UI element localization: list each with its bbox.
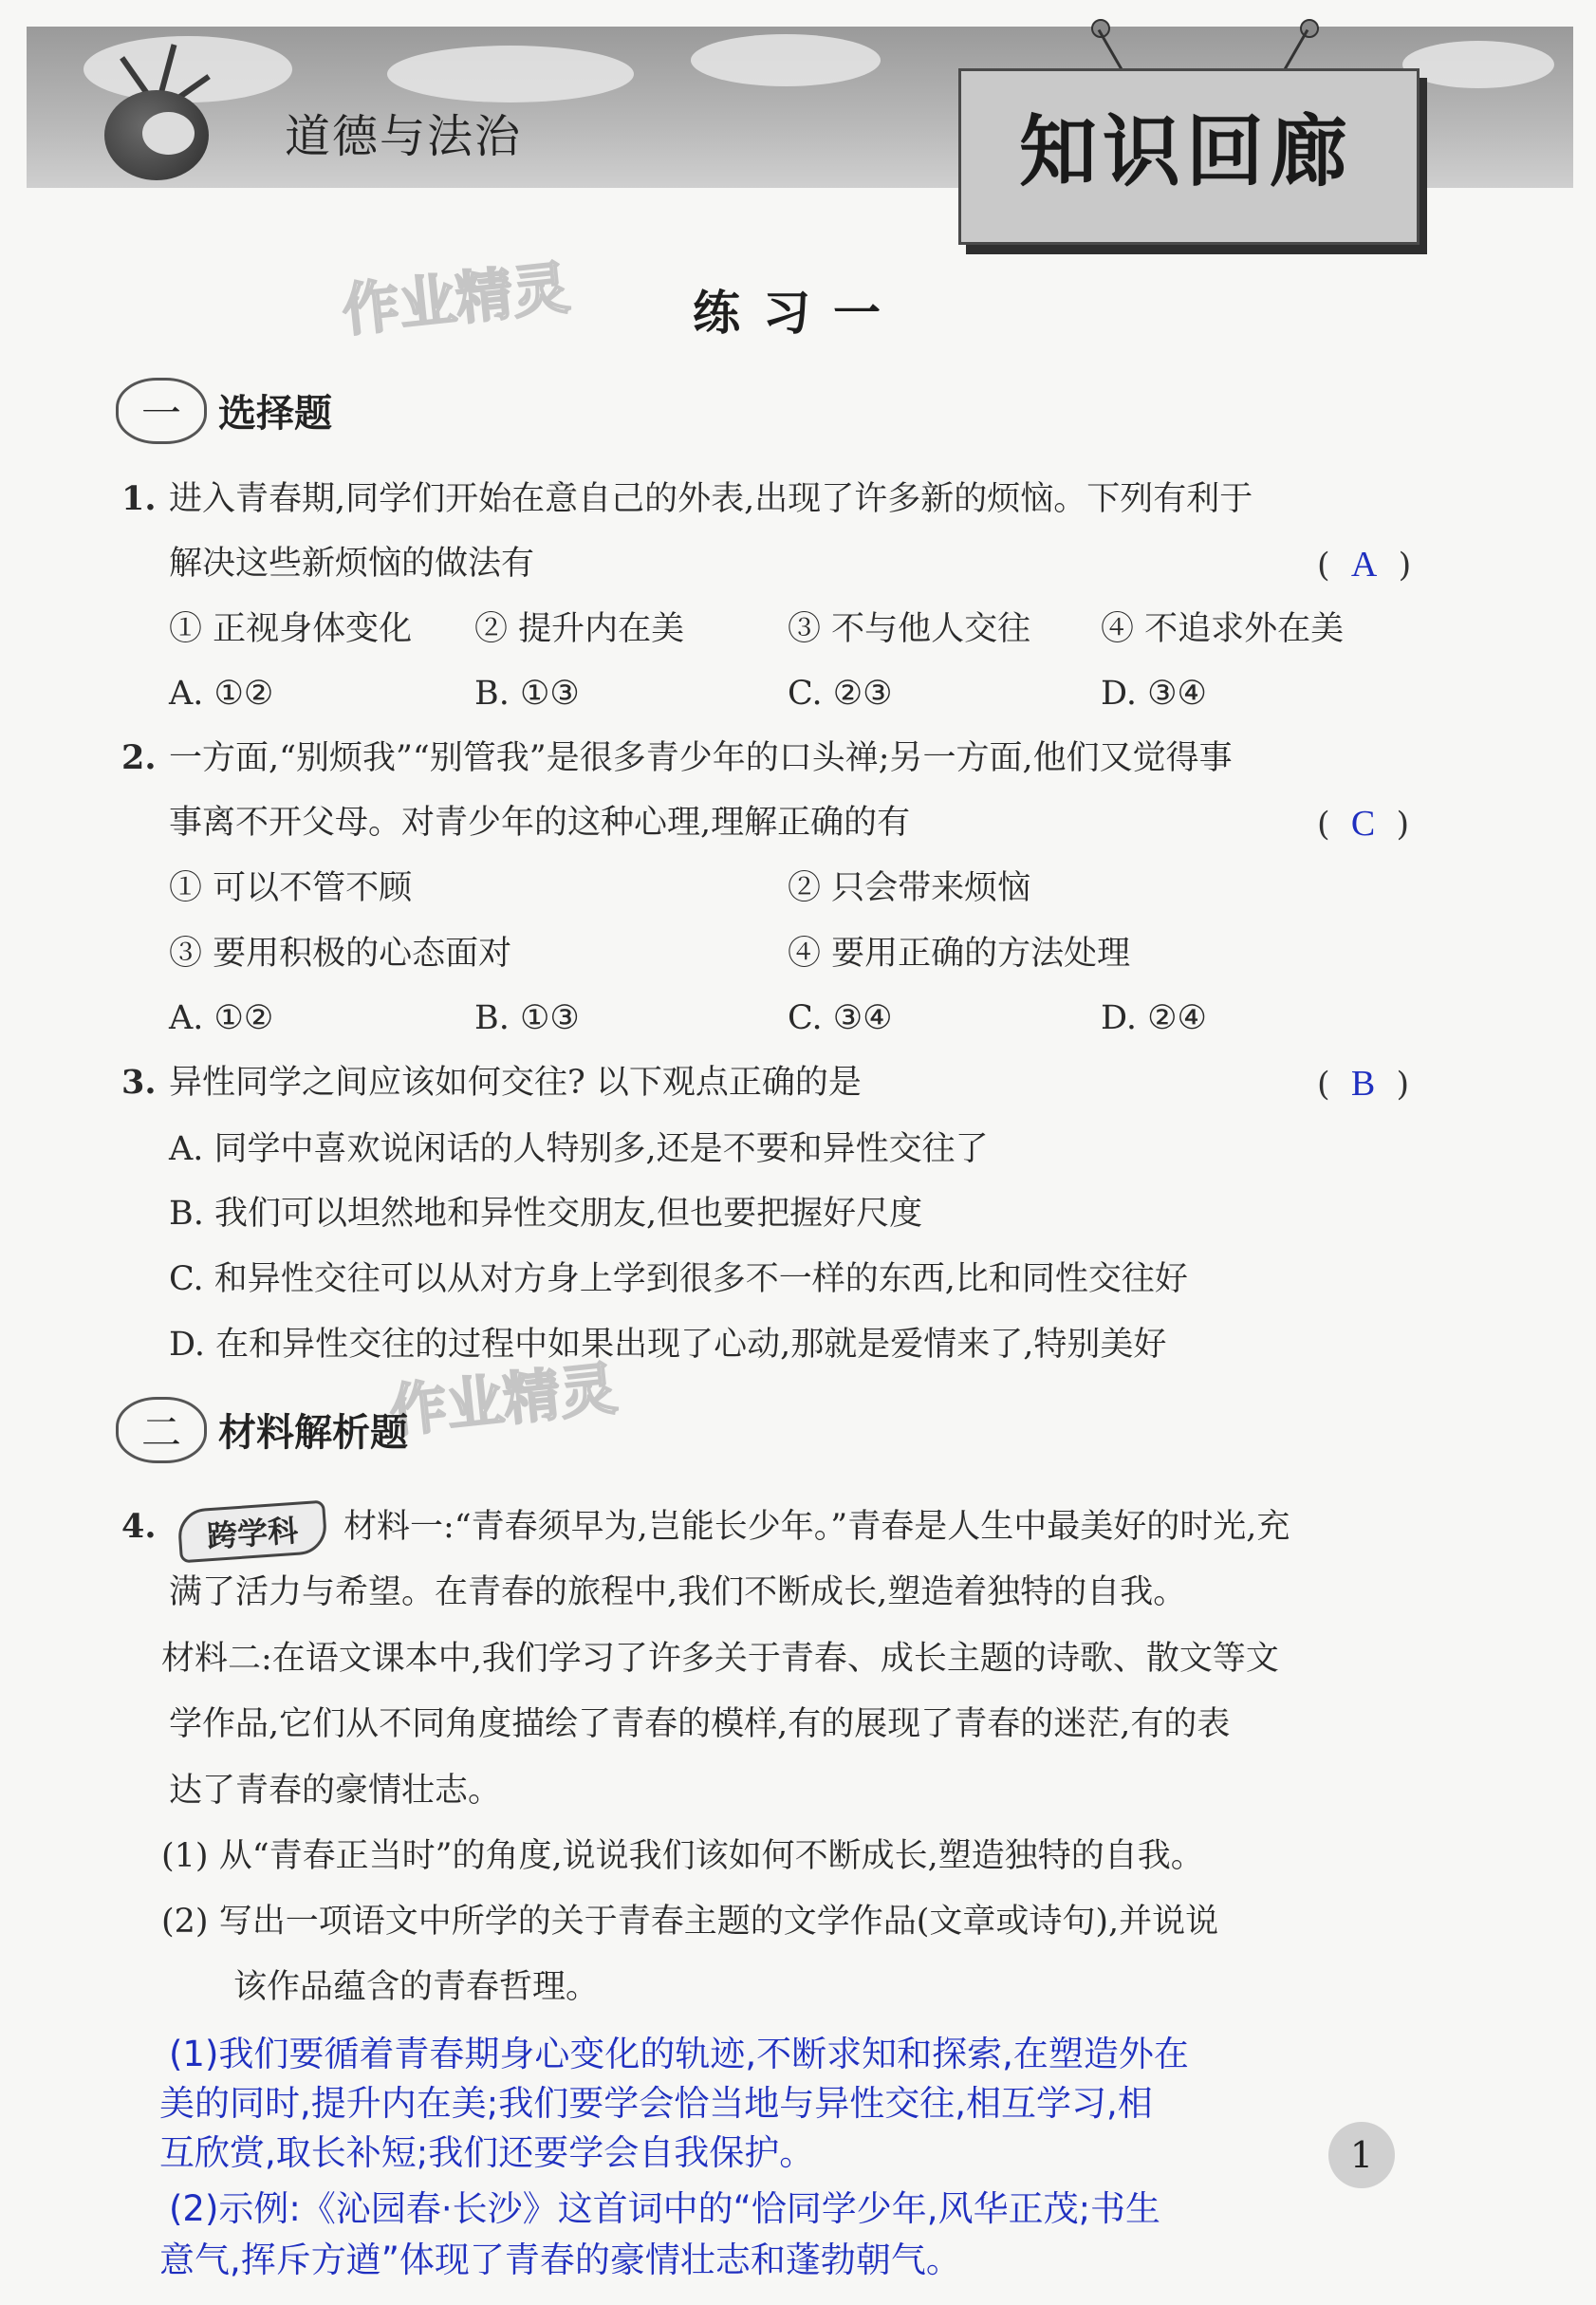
answer-line: 互欣赏,取长补短;我们还要学会自我保护。 <box>159 2132 815 2173</box>
cross-subject-tag: 跨学科 <box>176 1500 328 1564</box>
sub-question: 该作品蕴含的青春哲理。 <box>233 1968 600 2006</box>
answer-bracket: ( A ) <box>1317 545 1412 585</box>
option: D. 在和异性交往的过程中如果出现了心动,那就是爱情来了,特别美好 <box>169 1326 1167 1364</box>
statement-item: ③ 不与他人交往 <box>788 610 1031 648</box>
option: C. ③④ <box>788 999 893 1037</box>
material-text: 材料二:在语文课本中,我们学习了许多关于青春、成长主题的诗歌、散文等文 <box>161 1640 1279 1678</box>
statement-item: ④ 不追求外在美 <box>1101 610 1345 648</box>
section-number-badge: 一 <box>116 378 207 444</box>
question-text: 异性同学之间应该如何交往? 以下观点正确的是 <box>169 1064 862 1102</box>
option: B. ①③ <box>474 999 580 1037</box>
option: C. 和异性交往可以从对方身上学到很多不一样的东西,比和同性交往好 <box>169 1260 1188 1298</box>
statement-item: ② 提升内在美 <box>474 610 685 648</box>
statement-item: ① 正视身体变化 <box>169 610 413 648</box>
statement-item: ③ 要用积极的心态面对 <box>169 935 512 973</box>
question-text: 解决这些新烦恼的做法有 <box>169 545 535 583</box>
material-text: 达了青春的豪情壮志。 <box>169 1772 502 1810</box>
material-text: 满了活力与希望。在青春的旅程中,我们不断成长,塑造着独特的自我。 <box>169 1573 1187 1611</box>
statement-item: ① 可以不管不顾 <box>169 869 413 907</box>
section-number-badge: 二 <box>116 1397 207 1463</box>
option: C. ②③ <box>788 675 893 713</box>
question-number: 2. <box>121 738 157 777</box>
question-text: 进入青春期,同学们开始在意自己的外表,出现了许多新的烦恼。下列有利于 <box>169 480 1253 518</box>
answer-line: 意气,挥斥方遒”体现了青春的豪情壮志和蓬勃朝气。 <box>159 2240 961 2280</box>
option: B. ①③ <box>474 675 580 713</box>
answer-letter: B <box>1350 1064 1376 1104</box>
question-number: 1. <box>121 479 157 518</box>
watermark: 作业精灵 <box>339 254 573 345</box>
statement-item: ④ 要用正确的方法处理 <box>788 935 1131 973</box>
banner-title: 知识回廊 <box>1018 107 1353 197</box>
option: D. ②④ <box>1101 999 1207 1037</box>
material-text: 学作品,它们从不同角度描绘了青春的模样,有的展现了青春的迷茫,有的表 <box>169 1705 1231 1743</box>
option: A. ①② <box>169 999 274 1037</box>
statement-item: ② 只会带来烦恼 <box>788 869 1031 907</box>
answer-line: (2)示例:《沁园春·长沙》这首词中的“恰同学少年,风华正茂;书生 <box>169 2188 1161 2229</box>
option: D. ③④ <box>1101 675 1207 713</box>
section-title: 选择题 <box>218 392 332 436</box>
question-text: 一方面,“别烦我”“别管我”是很多青少年的口头禅;另一方面,他们又觉得事 <box>169 739 1233 777</box>
option: A. 同学中喜欢说闲话的人特别多,还是不要和异性交往了 <box>169 1130 989 1168</box>
material-text: 材料一:“青春须早为,岂能长少年。”青春是人生中最美好的时光,充 <box>343 1508 1290 1546</box>
question-number: 4. <box>121 1507 157 1546</box>
sub-question: (1) 从“青春正当时”的角度,说说我们该如何不断成长,塑造独特的自我。 <box>161 1837 1204 1875</box>
answer-bracket: ( B ) <box>1317 1064 1410 1104</box>
sub-question: (2) 写出一项语文中所学的关于青春主题的文学作品(文章或诗句),并说说 <box>161 1903 1219 1941</box>
subject-title: 道德与法治 <box>285 110 523 163</box>
exercise-title: 练习一 <box>693 286 903 341</box>
answer-letter: C <box>1350 804 1376 844</box>
answer-letter: A <box>1350 545 1378 585</box>
option: A. ①② <box>169 675 274 713</box>
question-number: 3. <box>121 1063 157 1102</box>
watermark: 作业精灵 <box>386 1355 621 1446</box>
page-number: 1 <box>1328 2122 1395 2188</box>
answer-line: (1)我们要循着青春期身心变化的轨迹,不断求知和探索,在塑造外在 <box>169 2034 1189 2074</box>
option: B. 我们可以坦然地和异性交朋友,但也要把握好尺度 <box>169 1195 923 1233</box>
coconut-slice-icon <box>142 112 195 155</box>
answer-line: 美的同时,提升内在美;我们要学会恰当地与异性交往,相互学习,相 <box>159 2083 1153 2124</box>
answer-bracket: ( C ) <box>1317 804 1410 844</box>
question-text: 事离不开父母。对青少年的这种心理,理解正确的有 <box>169 804 911 842</box>
section-title: 材料解析题 <box>218 1411 408 1455</box>
